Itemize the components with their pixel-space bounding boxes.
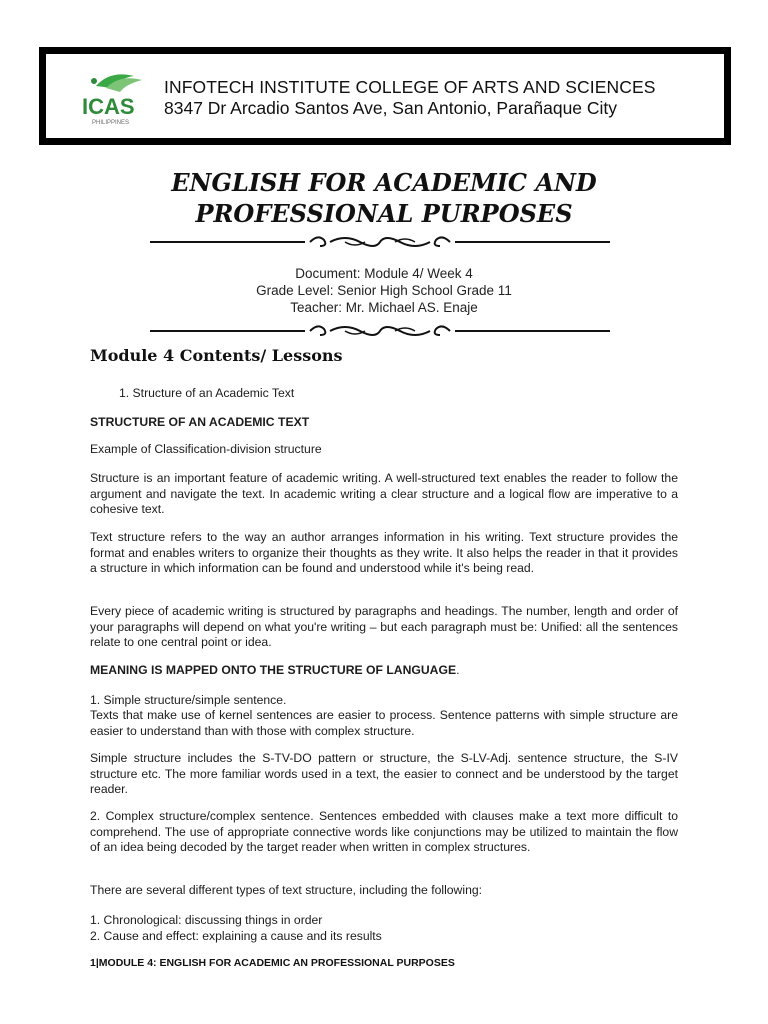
paragraph-headings: Every piece of academic writing is structured by paragraphs and headings. The number, length and order of your paragraphs will depend on what you're writing – but each paragraph must be: Unified: all the sentences relate to one central point or idea. bbox=[90, 604, 678, 649]
list-item: 2. Cause and effect: explaining a cause and its results bbox=[90, 929, 382, 943]
grade-level: Grade Level: Senior High School Grade 11 bbox=[256, 283, 512, 298]
simple-structure-title: 1. Simple structure/simple sentence. bbox=[90, 693, 287, 707]
example-line: Example of Classification-division structure bbox=[90, 442, 322, 456]
icas-logo bbox=[76, 68, 154, 128]
paragraph-types-intro: There are several different types of text structure, including the following: bbox=[90, 883, 483, 897]
ornament-divider bbox=[150, 321, 610, 341]
institution-name: INFOTECH INSTITUTE COLLEGE OF ARTS AND SCIENCES bbox=[164, 77, 656, 97]
svg-text:PHILIPPINES: PHILIPPINES bbox=[92, 120, 130, 126]
page-footer: 1|MODULE 4: ENGLISH FOR ACADEMIC AN PROFESSIONAL PURPOSES bbox=[90, 957, 455, 969]
meaning-heading-period: . bbox=[456, 663, 460, 677]
institution-header bbox=[39, 47, 731, 145]
list-item: 1. Chronological: discussing things in order bbox=[90, 913, 323, 927]
ornament-divider bbox=[150, 232, 610, 252]
document-title-line1: ENGLISH FOR ACADEMIC AND bbox=[171, 168, 597, 197]
meaning-heading-text: MEANING IS MAPPED ONTO THE STRUCTURE OF LANGUAGE bbox=[90, 663, 457, 677]
institution-address: 8347 Dr Arcadio Santos Ave, San Antonio, Parañaque City bbox=[164, 98, 618, 118]
paragraph-simple-structure: Simple structure includes the S-TV-DO pattern or structure, the S-LV-Adj. sentence structure, the S-IV structure etc. The more familiar words used in a text, the easier to connect and be understood by the target reader. bbox=[90, 751, 678, 796]
contents-heading: Module 4 Contents/ Lessons bbox=[90, 346, 343, 365]
section-heading: STRUCTURE OF AN ACADEMIC TEXT bbox=[90, 415, 310, 429]
document-title-line2: PROFESSIONAL PURPOSES bbox=[195, 199, 573, 228]
paragraph-structure: Structure is an important feature of academic writing. A well-structured text enables the reader to follow the argument and navigate the text. In academic writing a clear structure and a logical flow are imperative to a cohesive text. bbox=[90, 471, 678, 516]
svg-text:ICAS: ICAS bbox=[82, 94, 135, 119]
paragraph-complex-structure: 2. Complex structure/complex sentence. Sentences embedded with clauses make a text more difficult to comprehend. The use of appropriate connective words like conjunctions may be utilized to maintain the flow of an idea being decoded by the target reader when written in complex structures. bbox=[90, 809, 678, 854]
document-module: Document: Module 4/ Week 4 bbox=[295, 266, 473, 281]
paragraph-text-structure: Text structure refers to the way an author arranges information in his writing. Text structure provides the format and enables writers to organize their thoughts as they write. It also helps the reader in that it provides a structure in which information can be found and understood while it's being read. bbox=[90, 530, 678, 575]
contents-item: 1. Structure of an Academic Text bbox=[119, 386, 295, 400]
teacher-name: Teacher: Mr. Michael AS. Enaje bbox=[290, 300, 478, 315]
simple-structure-text: Texts that make use of kernel sentences are easier to process. Sentence patterns with simple structure are easier to understand than with those with complex structure. bbox=[90, 708, 678, 738]
meaning-heading bbox=[90, 663, 678, 679]
